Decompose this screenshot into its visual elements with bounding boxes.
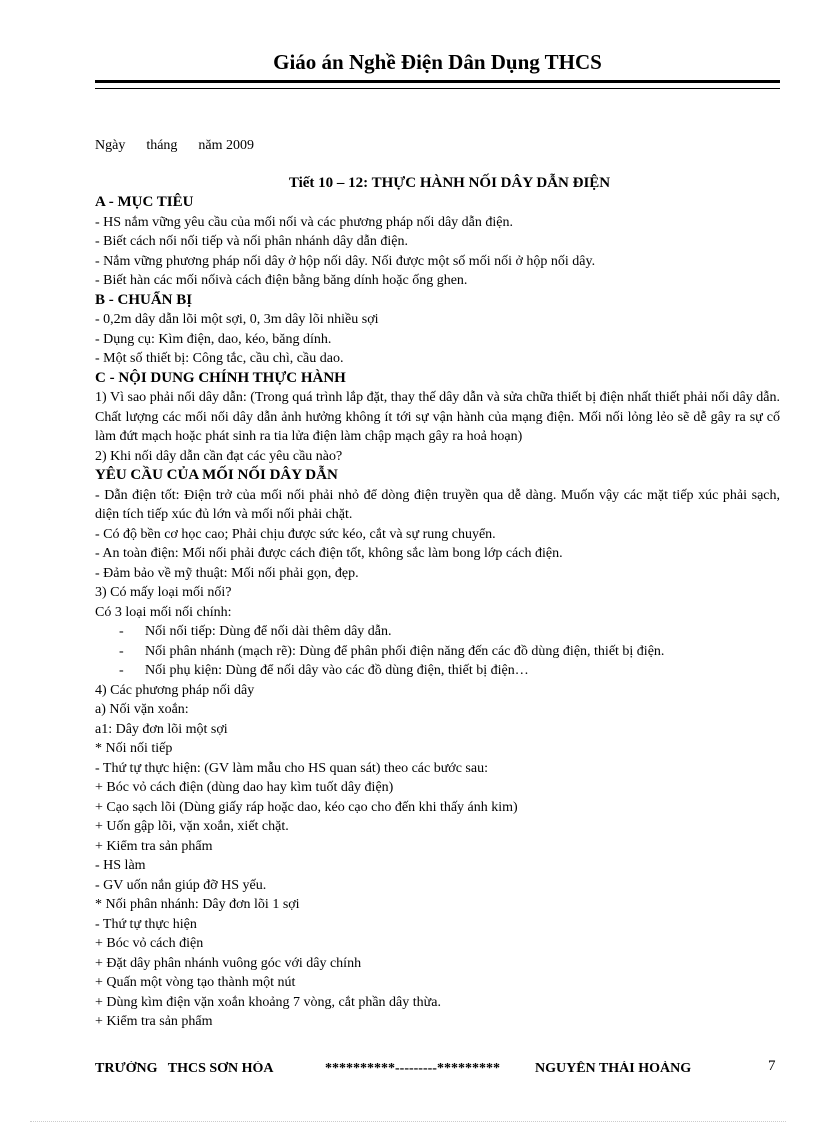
joint-type-item: - Nối phụ kiện: Dùng để nối dây vào các đồ dùng điện, thiết bị điện…	[95, 661, 780, 681]
method-line: + Dùng kìm điện vặn xoắn khoảng 7 vòng, cắt phần dây thừa.	[95, 994, 441, 1010]
section-a-item: - Nắm vững phương pháp nối dây ở hộp nối dây. Nối được một số mối nối ở hộp nối dây.	[95, 253, 596, 269]
section-b-item: - 0,2m dây dẫn lõi một sợi, 0, 3m dây lõi nhiều sợi	[95, 312, 379, 327]
method-line: * Nối phân nhánh: Dây đơn lõi 1 sợi	[95, 897, 300, 912]
method-line: - HS làm	[95, 858, 146, 873]
document-body	[95, 136, 780, 1032]
section-a-heading: A - MỤC TIÊU	[95, 194, 194, 210]
page-bottom-rule	[30, 1121, 786, 1122]
joint-type-item: - Nối phân nhánh (mạch rẽ): Dùng để phân phối điện năng đến các đồ dùng điện, thiết bị điện.	[95, 642, 780, 662]
section-a-item: - Biết hàn các mối nốivà cách điện bằng băng dính hoặc ống ghen.	[95, 273, 468, 288]
joint-types-intro: Có 3 loại mối nối chính:	[95, 604, 232, 620]
method-line: + Quấn một vòng tạo thành một nút	[95, 975, 296, 990]
header-double-rule	[95, 80, 780, 89]
footer-school: TRƯỜNG THCS SƠN HÓA	[95, 1061, 274, 1076]
lesson-title: Tiết 10 – 12: THỰC HÀNH NỐI DÂY DẪN ĐIỆN	[288, 174, 611, 191]
section-b-item: - Một số thiết bị: Công tắc, cầu chì, cầu dao.	[95, 351, 344, 366]
footer-author: NGUYỄN THÁI HOÀNG	[535, 1061, 692, 1076]
page-footer	[95, 1061, 780, 1077]
method-line: a1: Dây đơn lõi một sợi	[95, 721, 228, 737]
requirements-heading: YÊU CẦU CỦA MỐI NỐI DÂY DẪN	[95, 467, 338, 483]
method-line: + Uốn gập lõi, vặn xoắn, xiết chặt.	[95, 819, 289, 834]
footer-separator: **********---------*********	[325, 1061, 500, 1076]
method-line: * Nối nối tiếp	[95, 741, 173, 756]
method-line: + Bóc vỏ cách điện (dùng dao hay kìm tuốt dây điện)	[95, 780, 394, 795]
section-c-heading: C - NỘI DUNG CHÍNH THỰC HÀNH	[95, 369, 346, 386]
question-3: 3) Có mấy loại mối nối?	[95, 585, 232, 600]
section-b-item: - Dụng cụ: Kìm điện, dao, kéo, băng dính.	[95, 331, 332, 347]
page-number: 7	[768, 1058, 776, 1074]
method-line: + Cạo sạch lõi (Dùng giấy ráp hoặc dao, kéo cạo cho đến khi thấy ánh kim)	[95, 799, 518, 815]
page-header-title: Giáo án Nghề Điện Dân Dụng THCS	[273, 50, 602, 74]
date-line: Ngày tháng năm 2009	[95, 138, 255, 153]
requirement-item: - Có độ bền cơ học cao; Phải chịu được sức kéo, cắt và sự rung chuyển.	[95, 526, 496, 542]
method-line: + Bóc vỏ cách điện	[95, 936, 204, 951]
method-line: + Đặt dây phân nhánh vuông góc với dây chính	[95, 955, 362, 971]
section-a-item: - Biết cách nối nối tiếp và nối phân nhánh dây dẫn điện.	[95, 234, 408, 249]
method-line: - Thứ tự thực hiện: (GV làm mẫu cho HS quan sát) theo các bước sau:	[95, 760, 488, 776]
requirement-item: - An toàn điện: Mối nối phải được cách điện tốt, không sắc làm bong lớp cách điện.	[95, 546, 563, 561]
method-line: + Kiểm tra sản phẩm	[95, 838, 213, 854]
method-line: 4) Các phương pháp nối dây	[95, 682, 255, 698]
requirement-item: - Đảm bảo về mỹ thuật: Mối nối phải gọn, đẹp.	[95, 565, 359, 581]
requirement-item: - Dẫn điện tốt: Điện trở của mối nối phải nhỏ để dòng điện truyền qua dễ dàng. Muốn vậy các mặt tiếp xúc phải sạch, diện tích tiếp xúc đủ lớn và mối nối phải chặt.	[95, 487, 780, 522]
question-1-paragraph: 1) Vì sao phải nối dây dẫn: (Trong quá trình lắp đặt, thay thế dây dẫn và sửa chữa thiết bị điện nhất thiết phải nối dây dẫn. Chất lượng các mối nối dây dẫn ảnh hưởng không ít tới sự vận hành của mạng điện. Mối nối lỏng lẻo sẽ dễ gây ra sự cố làm đứt mạch hoặc phát sinh ra tia lửa điện làm chập mạch gây ra hoả hoạn)	[95, 390, 780, 444]
method-line: - Thứ tự thực hiện	[95, 916, 197, 932]
joint-types-list	[95, 622, 780, 681]
method-line: - GV uốn nắn giúp đỡ HS yếu.	[95, 877, 267, 893]
method-line: a) Nối vặn xoắn:	[95, 702, 189, 717]
section-b-heading: B - CHUẨN BỊ	[95, 291, 193, 308]
joint-type-item: - Nối nối tiếp: Dùng để nối dài thêm dây dẫn.	[95, 622, 780, 642]
method-line: + Kiểm tra sản phẩm	[95, 1014, 213, 1029]
section-a-item: - HS nắm vững yêu cầu của mối nối và các phương pháp nối dây dẫn điện.	[95, 214, 513, 230]
question-2: 2) Khi nối dây dẫn cần đạt các yêu cầu nào?	[95, 448, 343, 464]
